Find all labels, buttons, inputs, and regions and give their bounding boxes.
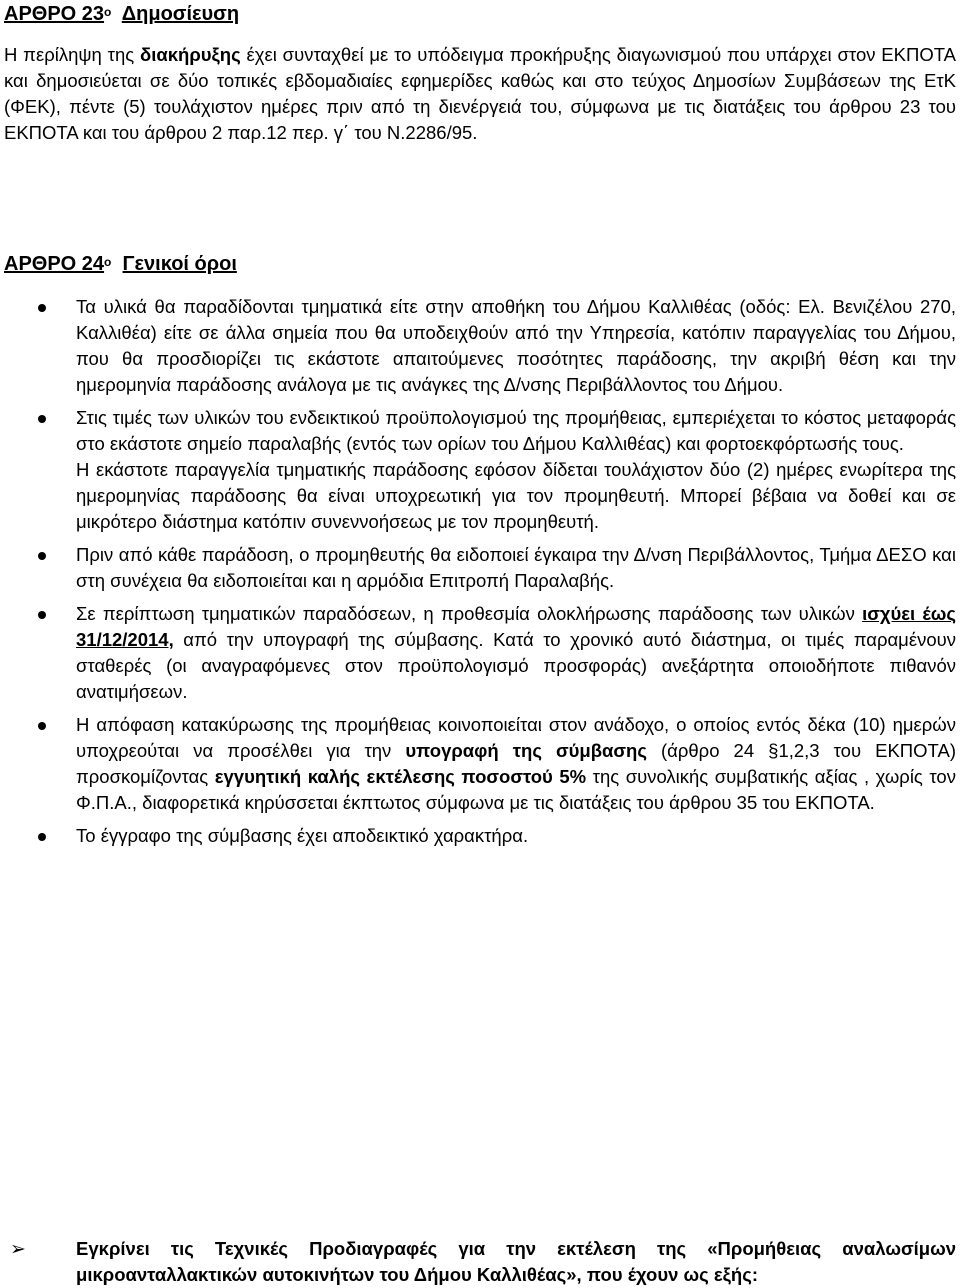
list-item [0, 542, 956, 594]
list-item-text: Σε περίπτωση τμηματικών παραδόσεων, η προθεσμία ολοκλήρωσης παράδοσης των υλικών [76, 603, 863, 624]
list-item-text: Τα υλικά θα παραδίδονται τμηματικά είτε στην αποθήκη του Δήμου Καλλιθέας (οδός: Ελ. Βενιζέλου 270, Καλλιθέα) είτε σε άλλα σημεία που θα υποδειχθούν από την Υπηρεσία, κατόπιν παραγγελίας του Δήμου, που θα προσδιορίζει τις εκάστοτε απαιτούμενες ποσότητες παράδοσης, την ακριβή θέση και την ημερομηνία παράδοσης ανάλογα με τις ανάγκες της Δ/νσης Περιβάλλοντος του Δήμου. [76, 296, 956, 395]
list-item-text: Το έγγραφο της σύμβασης έχει αποδεικτικό χαρακτήρα. [76, 825, 529, 846]
article-24-title: Γενικοί όροι [122, 253, 237, 275]
list-item-text: της συνολικής συμβατικής αξίας , χωρίς τον Φ.Π.Α., διαφορετικά κηρύσσεται έκπτωτος σύμφωνα με τις διατάξεις του άρθρου 35 του ΕΚΠΟΤΑ. [76, 766, 956, 813]
article-24-heading [4, 252, 237, 276]
bullet-icon [38, 415, 46, 423]
arrow-bullet-icon: ➢ [10, 1239, 26, 1260]
para-bold-term: διακήρυξης [140, 44, 241, 65]
article-23-paragraph [4, 42, 956, 146]
bullet-icon [38, 304, 46, 312]
general-terms-list [0, 294, 960, 849]
contract-signing-text: υπογραφή της σύμβασης [405, 740, 647, 761]
approval-text: Εγκρίνει τις Τεχνικές Προδιαγραφές για την εκτέλεση της «Προμήθειας αναλωσίμων μικροανταλλακτικών αυτοκινήτων του Δήμου Καλλιθέας», που έχουν ως εξής: [76, 1238, 956, 1285]
list-item-text: Πριν από κάθε παράδοση, ο προμηθευτής θα ειδοποιεί έγκαιρα την Δ/νση Περιβάλλοντος, Τμήμα ΔΕΣΟ και στη συνέχεια θα ειδοποιείται και η αρμόδια Επιτροπή Παραλαβής. [76, 544, 956, 591]
list-item [0, 294, 956, 398]
article-23-ordinal: ο [104, 5, 112, 19]
list-item-text: από την υπογραφή της σύμβασης. Κατά το χρονικό αυτό διάστημα, οι τιμές παραμένουν σταθερές (οι αναγραφόμενες στον προϋπολογισμό προσφοράς) ανεξάρτητα οποιοδήποτε πιθανόν ανατιμήσεων. [76, 629, 956, 702]
article-23-number: ΑΡΘΡΟ 23 [4, 3, 105, 25]
list-item-text: Η εκάστοτε παραγγελία τμηματικής παράδοσης εφόσον δίδεται τουλάχιστον δύο (2) ημέρες ενωρίτερα της ημερομηνίας παράδοσης θα είναι υποχρεωτική για τον προμηθευτή. Μπορεί βέβαια να δοθεί και σε μικρότερο διάστημα κατόπιν συνεννοήσεως με τον προμηθευτή. [76, 459, 956, 532]
guarantee-text: εγγυητική καλής εκτέλεσης ποσοστού 5% [214, 766, 587, 787]
list-item-text: Στις τιμές των υλικών του ενδεικτικού προϋπολογισμού της προμήθειας, εμπεριέχεται το κόστος μεταφοράς στο εκάστοτε σημείο παραλαβής (εντός των ορίων του Δήμου Καλλιθέας) και φορτοεκφόρτωσής τους. [76, 407, 956, 454]
bullet-icon [38, 722, 46, 730]
article-24-ordinal: ο [104, 255, 112, 269]
bullet-icon [38, 833, 46, 841]
bullet-icon [38, 611, 46, 619]
deadline-text: ισχύει έως 31/12/2014, [76, 603, 956, 650]
article-23-title: Δημοσίευση [121, 3, 240, 25]
article-24-number: ΑΡΘΡΟ 24 [4, 253, 105, 275]
bullet-icon [38, 552, 46, 560]
para-text: Η περίληψη της [4, 44, 140, 65]
list-item [0, 601, 956, 705]
list-item [0, 823, 956, 849]
article-23-heading [4, 2, 239, 26]
list-item [0, 405, 956, 535]
list-item-text: Η απόφαση κατακύρωσης της προμήθειας κοινοποιείται στον ανάδοχο, ο οποίος εντός δέκα (10) ημερών υποχρεούται να προσέλθει για την [76, 714, 956, 761]
list-item [0, 712, 956, 816]
para-text: έχει συνταχθεί με το υπόδειγμα προκήρυξης διαγωνισμού που υπάρχει στον ΕΚΠΟΤΑ και δημοσιεύεται σε δύο τοπικές εβδομαδιαίες εφημερίδες καθώς και στο τεύχος Δημοσίων Συμβάσεων της ΕτΚ (ΦΕΚ), πέντε (5) τουλάχιστον ημέρες πριν από τη διενέργειά του, σύμφωνα με τις διατάξεις του άρθρου 23 του ΕΚΠΟΤΑ και του άρθρου 2 παρ.12 περ. γ΄ του Ν.2286/95. [4, 44, 956, 143]
list-item-text: (άρθρο 24 §1,2,3 του ΕΚΠΟΤΑ) προσκομίζοντας [76, 740, 956, 787]
